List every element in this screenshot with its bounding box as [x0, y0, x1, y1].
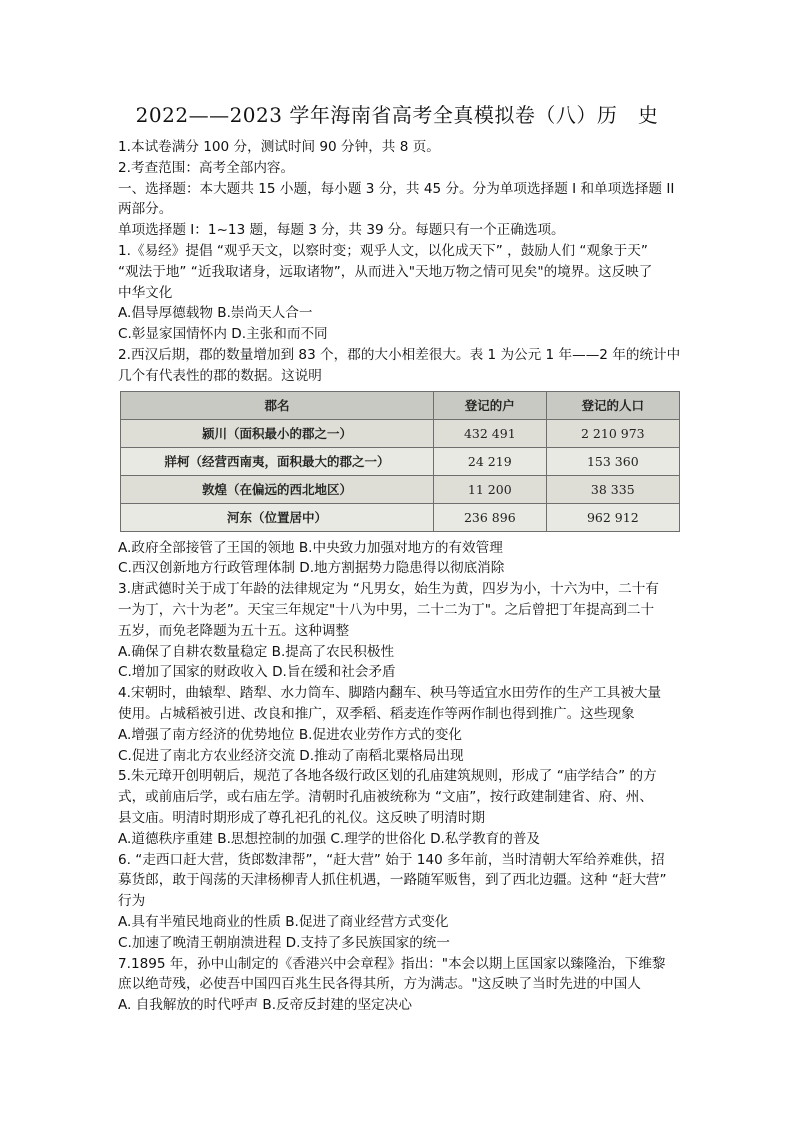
table-cell: 2 210 973 — [546, 419, 679, 447]
question-text: 几个有代表性的郡的数据。这说明 — [118, 367, 322, 384]
question-6 — [118, 850, 754, 954]
exam-intro — [118, 137, 754, 241]
question-text: 县文庙。明清时期形成了尊孔祀孔的礼仪。这反映了明清时期 — [118, 809, 486, 826]
question-text: 五岁，而免老降题为五十五。这种调整 — [118, 622, 350, 639]
question-option: C.西汉创新地方行政管理体制 D.地方割据势力隐患得以彻底消除 — [118, 560, 505, 577]
question-option: A.具有半殖民地商业的性质 B.促进了商业经营方式变化 — [118, 913, 449, 930]
table-cell: 敦煌（在偏远的西北地区） — [121, 475, 434, 503]
intro-line: 一、选择题：本大题共 15 小题，每小题 3 分，共 45 分。分为单项选择题 I 和单项选择题 II — [118, 180, 675, 197]
question-7 — [118, 954, 754, 1016]
table-header-row — [121, 391, 680, 419]
question-option: A.增强了南方经济的优势地位 B.促进农业劳作方式的变化 — [118, 726, 463, 743]
question-text: 庶以绝苛残，必使吾中国四百兆生民各得其所，方为满志。"这反映了当时先进的中国人 — [118, 976, 641, 993]
question-option: C.彰显家国情怀内 D.主张和而不同 — [118, 326, 328, 343]
table-cell: 河东（位置居中） — [121, 503, 434, 531]
table-header: 登记的户 — [434, 391, 547, 419]
exam-content — [118, 137, 754, 1016]
table-header: 登记的人口 — [546, 391, 679, 419]
question-option: C.增加了国家的财政收入 D.旨在缓和社会矛盾 — [118, 664, 396, 681]
question-option: A.政府全部接管了王国的领地 B.中央致力加强对地方的有效管理 — [118, 539, 503, 556]
question-text: 使用。占城稻被引进、改良和推广，双季稻、稻麦连作等两作制也得到推广。这些现象 — [118, 705, 635, 722]
question-text: 一为丁，六十为老”。天宝三年规定"十八为中男，二十二为丁"。之后曾把丁年提高到二十 — [118, 601, 655, 618]
intro-line: 2.考查范围：高考全部内容。 — [118, 159, 295, 176]
question-text: 行为 — [118, 893, 146, 910]
question-3 — [118, 579, 754, 683]
question-4 — [118, 683, 754, 766]
table-cell: 24 219 — [434, 447, 547, 475]
question-option: A.倡导厚德载物 B.崇尚天人合一 — [118, 305, 313, 322]
question-text: 3.唐武德时关于成丁年龄的法律规定为 “凡男女，始生为黄，四岁为小，十六为中，二十有 — [118, 581, 659, 598]
question-text: 6. “走西口赶大营，货郎数津帮”，“赶大营” 始于 140 多年前，当时清朝大军给养难供，招 — [118, 851, 665, 868]
question-option: A. 自我解放的时代呼声 B.反帝反封建的坚定决心 — [118, 997, 412, 1014]
table-row — [121, 503, 680, 531]
question-text: 式，或前庙后学，或右庙左学。清朝时孔庙被统称为 “文庙”，按行政建制建省、府、州、 — [118, 789, 653, 806]
question-text: 4.宋朝时，曲辕犁、踏犁、水力筒车、脚踏内翻车、秧马等适宜水田劳作的生产工具被大量 — [118, 685, 662, 702]
table-row — [121, 475, 680, 503]
commandery-table — [120, 391, 680, 532]
table-row — [121, 419, 680, 447]
question-option: A.道德秩序重建 B.思想控制的加强 C.理学的世俗化 D.私学教育的普及 — [118, 830, 541, 847]
question-5 — [118, 766, 754, 849]
table-row — [121, 447, 680, 475]
question-option: C.加速了晚清王朝崩溃进程 D.支持了多民族国家的统一 — [118, 934, 450, 951]
question-option: A.确保了自耕农数量稳定 B.提高了农民积极性 — [118, 643, 395, 660]
table-header: 郡名 — [121, 391, 434, 419]
table-cell: 432 491 — [434, 419, 547, 447]
question-2 — [118, 345, 754, 579]
table-cell: 153 360 — [546, 447, 679, 475]
question-text: 5.朱元璋开创明朝后，规范了各地各级行政区划的孔庙建筑规则，形成了 “庙学结合” 的方 — [118, 768, 657, 785]
question-text: 2.西汉后期，郡的数量增加到 83 个，郡的大小相差很大。表 1 为公元 1 年——2 年的统计中 — [118, 346, 681, 363]
table-cell: 颍川（面积最小的郡之一） — [121, 419, 434, 447]
table-cell: 962 912 — [546, 503, 679, 531]
page-title: 2022——2023 学年海南省高考全真模拟卷（八）历 史 — [135, 103, 659, 127]
intro-line: 单项选择题 I：1~13 题，每题 3 分，共 39 分。每题只有一个正确选项。 — [118, 222, 565, 239]
question-text: 募货郎，敢于闯荡的天津杨柳青人抓住机遇，一路随军贩售，到了西北边疆。这种 “赶大营” — [118, 872, 667, 889]
table-cell: 236 896 — [434, 503, 547, 531]
intro-line: 两部分。 — [118, 201, 173, 218]
table-cell: 11 200 — [434, 475, 547, 503]
intro-line: 1.本试卷满分 100 分，测试时间 90 分钟，共 8 页。 — [118, 139, 440, 155]
question-text: 1.《易经》提倡 “观乎天文，以察时变；观乎人文，以化成天下” ，鼓励人们 “观象于天” — [118, 242, 648, 259]
table-cell: 牂柯（经营西南夷，面积最大的郡之一） — [121, 447, 434, 475]
question-text: “观法于地” “近我取诸身，远取诸物”，从而进入"天地万物之情可见矣"的境界。这反映了 — [118, 263, 653, 280]
question-option: C.促进了南北方农业经济交流 D.推动了南稻北粟格局出现 — [118, 747, 464, 764]
question-text: 7.1895 年，孙中山制定的《香港兴中会章程》指出："本会以期上匡国家以臻隆治，下维黎 — [118, 955, 666, 972]
question-1 — [118, 241, 754, 345]
table-cell: 38 335 — [546, 475, 679, 503]
question-text: 中华文化 — [118, 284, 173, 301]
